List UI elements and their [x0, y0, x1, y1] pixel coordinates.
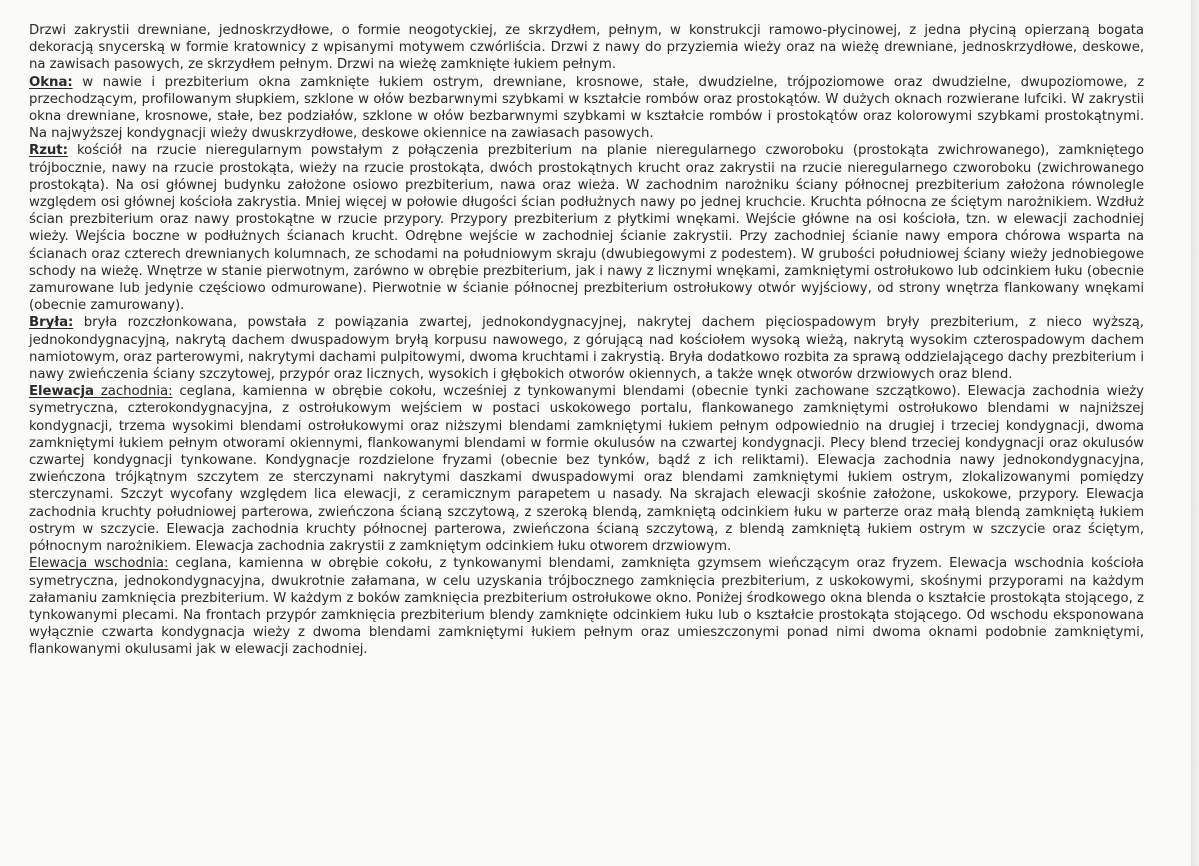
paragraph-east-elevation	[29, 555, 1144, 658]
windows-text: w nawie i prezbiterium okna zamknięte łukiem ostrym, drewniane, krosnowe, stałe, dwudzielne, trójpoziomowe oraz dwudzielne, dwupoziomowe, z przechodzącym, profilowanym słupkiem, szklone w ołów bezbarwnymi szybkami w kształcie rombów oraz prostokątów. W dużych oknach rozwierane lufciki. W zakrystii okna drewniane, krosnowe, stałe, bez podziałów, szklone w ołów bezbarwnymi szybkami w kształcie rombów i prostokątów oraz kolorowymi szybkami prostokątnymi. Na najwyższej kondygnacji wieży dwuskrzydłowe, deskowe okiennice na zawiasach pasowych.	[29, 74, 1144, 142]
west-elevation-heading-rest: zachodnia:	[93, 384, 173, 400]
windows-heading: Okna:	[29, 74, 73, 90]
paragraph-massing	[29, 314, 1144, 383]
massing-text: bryła rozczłonkowana, powstała z powiązania zwartej, jednokondygnacyjnej, nakrytej dachem pięciospadowym bryły prezbiterium, z nieco wyższą, jednokondygnacyjną, nakrytą dachem dwuspadowym bryłą korpusu nawowego, z górującą nad kościołem wysoką wieżą, nakrytą wysokim czterospadowym dachem namiotowym, oraz parterowymi, nakrytymi dachami pulpitowymi, dwoma kruchtami i zakrystią. Bryła dodatkowo rozbita za sprawą oddzielającego dachy prezbiterium i nawy zwieńczenia ściany szczytowej, przypór oraz licznych, wysokich i głębokich otworów okiennych, a także wnęk otworów drzwiowych oraz blend.	[29, 315, 1144, 383]
paragraph-doors	[29, 22, 1144, 74]
west-elevation-text: ceglana, kamienna w obrębie cokołu, wcześniej z tynkowanymi blendami (obecnie tynki zachowane szczątkowo). Elewacja zachodnia wieży symetryczna, czterokondygnacyjna, z ostrołukowym wejściem w postaci uskokowego portalu, flankowanego zamkniętymi ostrołukowo blendami w najniższej kondygnacji, trzema wysokimi blendami ostrołukowymi oraz niższymi blendami zamkniętymi łukiem pełnym odpowiednio na drugiej i trzeciej kondygnacji, dwoma zamkniętymi łukiem pełnym otworami okiennymi, flankowanymi blendami w formie okulusów na czwartej kondygnacji. Plecy blend trzeciej kondygnacji oraz okulusów czwartej kondygnacji tynkowane. Kondygnacje rozdzielone fryzami (obecnie bez tynków, bądź z ich reliktami). Elewacja zachodnia nawy jednokondygnacyjna, zwieńczona trójkątnym szczytem ze sterczynami nakrytymi daszkami dwuspadowymi oraz blendami zamkniętymi łukiem ostrym, zlokalizowanymi pomiędzy sterczynami. Szczyt wycofany względem lica elewacji, z ceramicznym parapetem u nasady. Na skrajach elewacji skośnie założone, uskokowe, przypory. Elewacja zachodnia kruchty południowej parterowa, zwieńczona ścianą szczytową, z szeroką blendą, zamkniętą odcinkiem łuku w parterze oraz małą blendą zamkniętą łukiem ostrym w szczycie. Elewacja zachodnia kruchty północnej parterowa, zwieńczona ścianą szczytową, z blendą zamkniętą łukiem ostrym w szczycie oraz ściętym, północnym narożnikiem. Elewacja zachodnia zakrystii z zamkniętym odcinkiem łuku otworem drzwiowym.	[29, 384, 1144, 555]
paragraph-windows	[29, 74, 1144, 143]
east-elevation-text: ceglana, kamienna w obrębie cokołu, z tynkowanymi blendami, zamknięta gzymsem wieńczącym oraz fryzem. Elewacja wschodnia kościoła symetryczna, jednokondygnacyjna, dwukrotnie załamana, w celu uzyskania trójbocznego zamknięcia prezbiterium, z uskokowymi, skośnymi przyporami na każdym załamaniu zamknięcia prezbiterium. W każdym z boków zamknięcia prezbiterium ostrołukowe okno. Poniżej środkowego okna blenda o kształcie prostokąta stojącego, z tynkowanymi plecami. Na frontach przypór zamknięcia prezbiterium blendy zamknięte odcinkiem łuku lub o kształcie prostokąta stojącego. Od wschodu eksponowana wyłącznie czwarta kondygnacja wieży z dwoma blendami zamkniętymi łukiem pełnym oraz umieszczonymi ponad nimi dwoma oknami podobnie zamkniętymi, flankowanymi okulusami jak w elewacji zachodniej.	[29, 556, 1144, 658]
paragraph-plan	[29, 142, 1144, 314]
document-body	[29, 22, 1144, 659]
doors-text: Drzwi zakrystii drewniane, jednoskrzydłowe, o formie neogotyckiej, ze skrzydłem, pełnym, w konstrukcji ramowo-płycinowej, z jedna płyciną opierzaną bogata dekoracją snycerską w formie kratownicy z wpisanymi motywem czwórliścia. Drzwi z nawy do przyziemia wieży oraz na wieżę drewniane, jednoskrzydłowe, deskowe, na zawisach pasowych, ze skrzydłem pełnym. Drzwi na wieżę zamknięte łukiem pełnym.	[29, 23, 1144, 73]
west-elevation-heading-bold: Elewacja	[29, 384, 94, 400]
plan-heading: Rzut:	[29, 143, 68, 159]
east-elevation-heading: Elewacja wschodnia:	[29, 556, 169, 572]
paragraph-west-elevation	[29, 383, 1144, 555]
page-edge	[1192, 0, 1199, 866]
massing-heading: Bryła:	[29, 315, 74, 331]
plan-text: kościół na rzucie nieregularnym powstałym z połączenia prezbiterium na planie nieregularnego czworoboku (prostokąta zwichrowanego), zamkniętego trójbocznie, nawy na rzucie prostokąta, wieży na rzucie prostokąta, dwóch prostokątnych krucht oraz zakrystii na rzucie nieregularnego czworoboku (zwichrowanego prostokąta). Na osi głównej budynku założone osiowo prezbiterium, nawa oraz wieża. W zachodnim narożniku ściany północnej prezbiterium założona równolegle względem osi głównej kościoła zakrystia. Mniej więcej w połowie długości ścian podłużnych nawy po jednej kruchcie. Kruchta północna ze ściętym narożnikiem. Wzdłuż ścian prezbiterium oraz nawy prostokątne w rzucie przypory. Przypory prezbiterium z płytkimi wnękami. Wejście główne na osi kościoła, tzn. w elewacji zachodniej wieży. Wejścia boczne w podłużnych ścianach krucht. Odrębne wejście w zachodniej ścianie zakrystii. Przy zachodniej ścianie nawy empora chórowa wsparta na ścianach oraz czterech drewnianych kolumnach, ze schodami na południowym skraju (dwubiegowymi z podestem). W grubości południowej ściany wieży jednobiegowe schody na wieżę. Wnętrze w stanie pierwotnym, zarówno w obrębie prezbiterium, jak i nawy z licznymi wnękami, zamkniętymi ostrołukowo lub odcinkiem łuku (obecnie zamurowane lub jedynie częściowo odmurowane). Pierwotnie w ścianie północnej prezbiterium ostrołukowy otwór wyjściowy, od strony wnętrza flankowany wnękami (obecnie zamurowany).	[29, 143, 1144, 314]
